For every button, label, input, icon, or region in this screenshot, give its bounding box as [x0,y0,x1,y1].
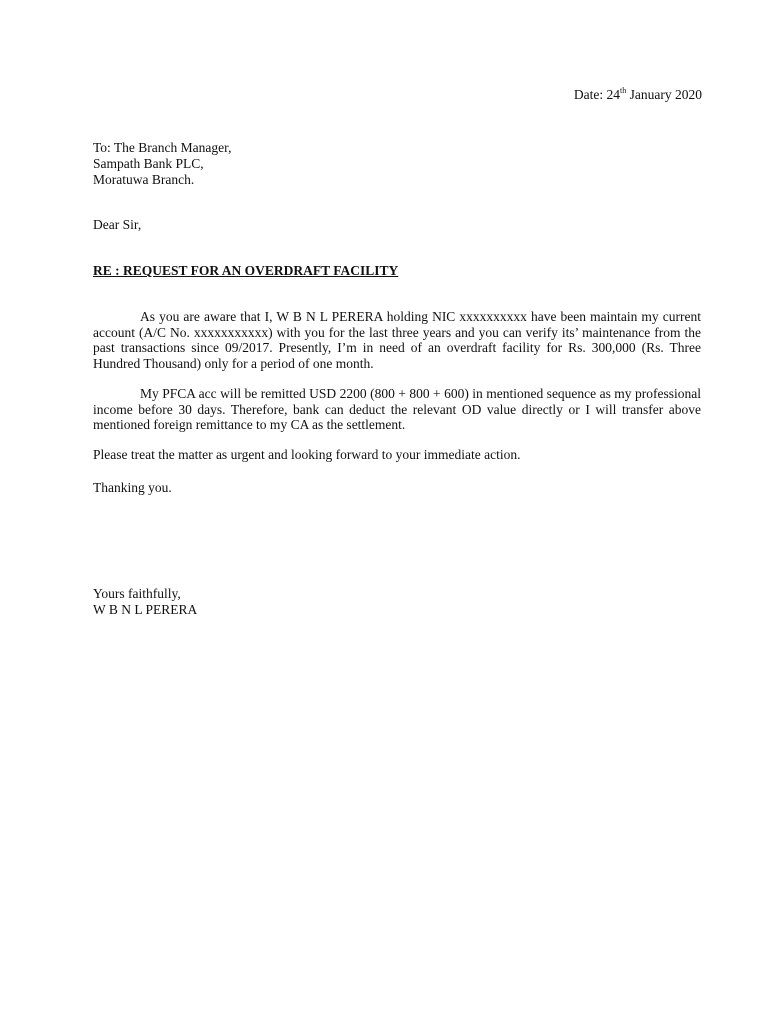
address-line-3: Moratuwa Branch. [93,172,195,187]
recipient-address [93,140,231,188]
letter-date [574,87,702,103]
address-line-2: Sampath Bank PLC, [93,156,204,171]
closing-block [93,586,197,618]
date-prefix: Date: 24 [573,87,621,102]
subject-line: RE : REQUEST FOR AN OVERDRAFT FACILITY [93,263,399,278]
complimentary-close: Yours faithfully, [93,586,181,601]
date-ordinal-suffix: th [620,85,627,95]
address-line-1: To: The Branch Manager, [93,140,232,155]
body-paragraph-1: As you are aware that I, W B N L PERERA holding NIC xxxxxxxxxx have been maintain my current account (A/C No. xxxxxxxxxxx) with you for the last three years and you can verify its’ maintenance from the past transactions since 09/2017. Presently, I’m in need of an overdraft facility for Rs. 300,000 (Rs. Three Hundred Thousand) only for a period of one month. [93,309,701,371]
date-month-year: January 2020 [626,87,702,102]
body-paragraph-3: Please treat the matter as urgent and looking forward to your immediate action. [93,447,521,462]
signer-name: W B N L PERERA [93,602,198,617]
thanking-line: Thanking you. [93,480,172,495]
body-paragraph-2: My PFCA acc will be remitted USD 2200 (800 + 800 + 600) in mentioned sequence as my professional income before 30 days. Therefore, bank can deduct the relevant OD value directly or I will transfer above mentioned foreign remittance to my CA as the settlement. [93,386,701,432]
salutation: Dear Sir, [93,217,142,232]
